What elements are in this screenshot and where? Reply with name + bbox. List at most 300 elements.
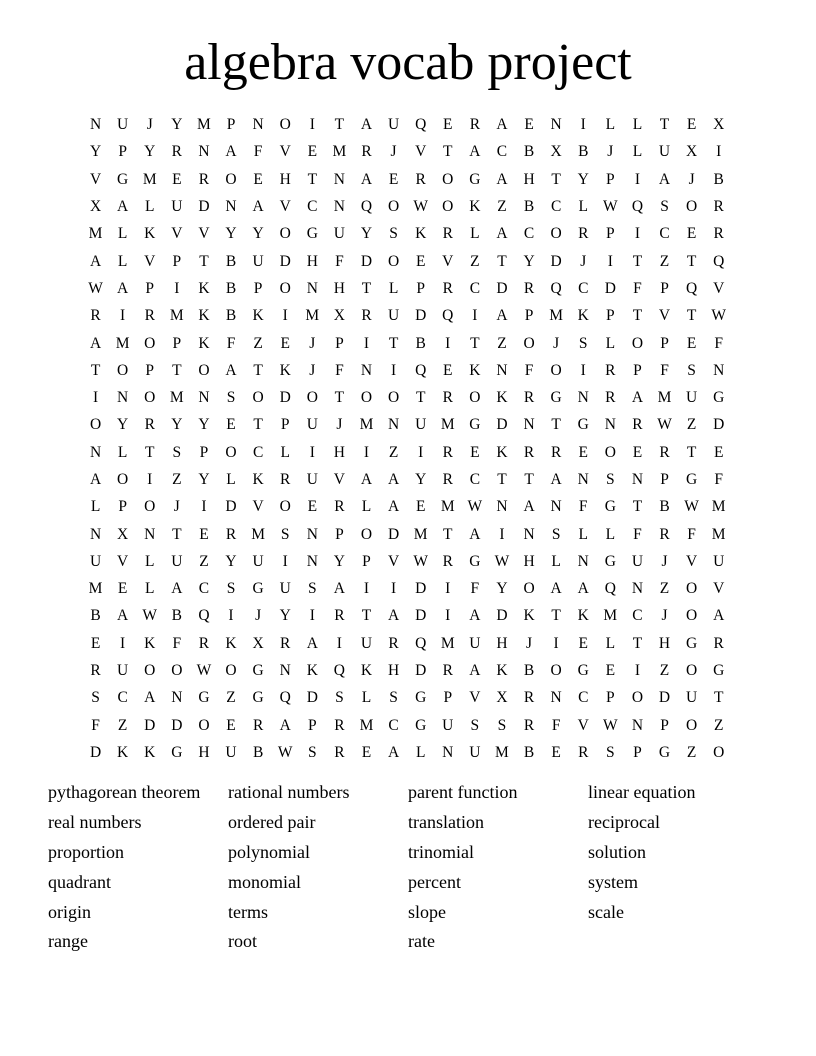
grid-letter: M (332, 143, 347, 161)
grid-letter: Q (279, 689, 291, 707)
grid-letter: U (252, 552, 264, 570)
grid-letter: R (171, 143, 182, 161)
grid-letter: O (306, 389, 318, 407)
grid-letter: Y (279, 607, 291, 625)
grid-letter: W (603, 198, 618, 216)
grid-letter: D (496, 416, 508, 434)
grid-letter: G (198, 689, 210, 707)
grid-letter: P (660, 471, 669, 488)
grid-letter: J (580, 252, 587, 270)
grid-letter: N (89, 116, 102, 134)
grid-letter: S (497, 716, 507, 734)
grid-letter: N (144, 525, 156, 543)
grid-letter: D (415, 662, 427, 680)
grid-letter: T (524, 471, 534, 488)
grid-letter: J (607, 143, 614, 161)
grid-letter: R (334, 716, 345, 734)
grid-letter: R (280, 471, 291, 488)
grid-letter: T (632, 307, 643, 325)
grid-letter: O (117, 471, 129, 488)
word-bank-item: quadrant (48, 871, 111, 892)
grid-letter: P (172, 252, 182, 270)
grid-letter: K (279, 361, 291, 379)
grid-letter: A (117, 607, 129, 625)
grid-letter: U (415, 416, 427, 434)
grid-letter: M (115, 334, 130, 352)
grid-letter: K (144, 225, 156, 243)
grid-letter: A (469, 607, 481, 625)
grid-letter: E (686, 116, 697, 134)
grid-row (82, 520, 732, 547)
grid-letter: A (306, 634, 318, 652)
word-bank-row (48, 778, 788, 808)
grid-letter: T (686, 252, 697, 270)
grid-letter: K (198, 307, 210, 325)
grid-letter: O (631, 334, 644, 352)
grid-letter: I (580, 116, 586, 134)
grid-letter: I (228, 607, 234, 625)
grid-letter: L (578, 198, 588, 216)
word-search-grid (82, 111, 732, 766)
grid-letter: F (633, 279, 642, 297)
grid-letter: C (659, 225, 670, 243)
grid-letter: D (306, 689, 318, 707)
grid-row (82, 220, 732, 247)
grid-letter: V (333, 471, 345, 488)
grid-letter: E (388, 170, 399, 188)
grid-letter: A (496, 116, 508, 134)
grid-letter: K (306, 662, 318, 680)
grid-letter: H (279, 170, 291, 188)
grid-letter: I (445, 334, 451, 352)
grid-row (82, 111, 732, 138)
grid-letter: F (714, 471, 724, 488)
grid-letter: D (225, 498, 237, 516)
grid-letter: Z (172, 471, 182, 488)
grid-letter: M (251, 525, 265, 543)
grid-letter: B (171, 607, 182, 625)
grid-letter: M (711, 525, 726, 543)
word-bank-item: slope (408, 901, 446, 922)
grid-letter: I (634, 662, 640, 680)
grid-letter: O (144, 389, 156, 407)
grid-letter: O (279, 116, 291, 134)
grid-letter: U (387, 116, 400, 134)
grid-letter: Y (171, 416, 183, 434)
grid-letter: O (442, 170, 454, 188)
grid-letter: F (578, 498, 588, 516)
grid-letter: O (469, 389, 481, 407)
grid-letter: Q (415, 634, 427, 652)
grid-letter: R (469, 116, 481, 134)
word-bank-item: scale (588, 901, 624, 922)
grid-letter: N (198, 143, 210, 161)
grid-letter: A (117, 198, 129, 216)
grid-letter: F (551, 716, 561, 734)
grid-letter: G (252, 662, 264, 680)
grid-letter: D (496, 279, 508, 297)
grid-letter: W (684, 498, 699, 516)
grid-letter: L (90, 498, 101, 516)
grid-letter: C (198, 580, 210, 598)
grid-letter: T (361, 279, 372, 297)
grid-letter: K (252, 471, 264, 488)
grid-letter: A (577, 580, 589, 598)
grid-letter: B (225, 279, 237, 297)
grid-letter: R (280, 634, 291, 652)
grid-letter: E (117, 580, 128, 598)
grid-letter: I (418, 443, 424, 461)
grid-letter: G (604, 552, 616, 570)
grid-letter: U (360, 634, 373, 652)
grid-letter: T (443, 525, 453, 543)
grid-letter: Z (713, 716, 724, 734)
grid-letter: F (226, 334, 236, 352)
grid-letter: Y (144, 143, 156, 161)
grid-letter: Q (604, 580, 616, 598)
grid-letter: G (252, 580, 264, 598)
grid-letter: N (713, 361, 725, 379)
grid-letter: A (496, 225, 508, 243)
grid-row (82, 548, 732, 575)
grid-letter: O (252, 389, 264, 407)
grid-letter: C (388, 716, 399, 734)
grid-letter: R (225, 525, 237, 543)
grid-letter: U (171, 552, 183, 570)
grid-letter: G (415, 716, 427, 734)
grid-letter: H (306, 252, 318, 270)
grid-letter: X (550, 143, 562, 161)
grid-letter: R (578, 225, 589, 243)
grid-letter: E (90, 634, 101, 652)
word-bank-item: solution (588, 841, 647, 862)
grid-letter: O (279, 279, 291, 297)
grid-letter: T (415, 389, 426, 407)
grid-letter: G (550, 389, 562, 407)
grid-letter: T (172, 525, 182, 543)
grid-letter: Z (253, 334, 263, 352)
grid-letter: Y (198, 471, 210, 488)
grid-letter: T (686, 307, 697, 325)
grid-letter: L (117, 443, 128, 461)
grid-letter: I (309, 443, 315, 461)
grid-letter: X (117, 525, 129, 543)
grid-letter: P (606, 307, 615, 325)
grid-letter: P (362, 552, 371, 570)
grid-letter: U (686, 689, 698, 707)
grid-letter: R (415, 170, 426, 188)
grid-row (82, 493, 732, 520)
grid-letter: E (686, 334, 697, 352)
grid-letter: J (309, 361, 316, 379)
grid-letter: D (279, 252, 291, 270)
grid-row (82, 384, 732, 411)
grid-letter: A (89, 471, 102, 488)
grid-letter: U (279, 580, 291, 598)
grid-letter: K (523, 607, 535, 625)
word-bank-item: root (228, 931, 257, 952)
grid-letter: K (469, 198, 481, 216)
grid-letter: W (711, 307, 727, 325)
grid-letter: N (306, 525, 318, 543)
grid-letter: A (469, 662, 481, 680)
grid-letter: R (442, 662, 453, 680)
grid-letter: A (387, 607, 400, 625)
grid-letter: N (550, 116, 562, 134)
grid-letter: O (387, 252, 400, 270)
grid-letter: L (605, 525, 616, 543)
word-bank-item: percent (408, 871, 461, 892)
grid-letter: O (686, 716, 698, 734)
grid-letter: R (388, 634, 399, 652)
grid-letter: O (279, 498, 291, 516)
grid-letter: W (142, 607, 158, 625)
grid-letter: U (658, 143, 671, 161)
grid-letter: V (198, 225, 210, 243)
grid-letter: A (117, 279, 129, 297)
grid-letter: G (171, 743, 183, 761)
grid-letter: E (605, 662, 616, 680)
grid-letter: D (198, 198, 210, 216)
grid-letter: M (603, 607, 618, 625)
grid-letter: D (171, 716, 183, 734)
grid-letter: O (144, 334, 156, 352)
grid-letter: I (716, 143, 722, 161)
grid-letter: F (172, 634, 182, 652)
grid-letter: L (145, 580, 155, 598)
grid-letter: V (252, 498, 264, 516)
grid-letter: O (631, 689, 644, 707)
grid-letter: E (307, 143, 318, 161)
grid-letter: V (686, 552, 698, 570)
grid-letter: B (578, 143, 589, 161)
grid-letter: Z (659, 252, 670, 270)
grid-letter: L (632, 116, 643, 134)
grid-letter: P (253, 279, 263, 297)
grid-letter: R (605, 389, 616, 407)
grid-letter: I (634, 225, 640, 243)
grid-letter: I (201, 498, 207, 516)
grid-row (82, 329, 732, 356)
grid-letter: O (144, 662, 156, 680)
grid-letter: J (336, 416, 343, 434)
grid-letter: A (469, 525, 481, 543)
grid-letter: D (279, 389, 291, 407)
grid-letter: B (659, 498, 670, 516)
grid-letter: L (117, 225, 128, 243)
grid-letter: N (306, 279, 318, 297)
grid-letter: O (225, 443, 237, 461)
grid-letter: C (578, 689, 589, 707)
grid-row (82, 357, 732, 384)
grid-letter: N (198, 389, 210, 407)
grid-letter: D (89, 743, 102, 761)
grid-letter: V (89, 170, 102, 188)
grid-letter: P (524, 307, 534, 325)
grid-letter: Z (497, 334, 507, 352)
word-bank-item: parent function (408, 782, 518, 803)
grid-letter: L (145, 552, 155, 570)
grid-letter: G (117, 170, 129, 188)
grid-letter: F (91, 716, 100, 734)
grid-letter: I (499, 525, 505, 543)
grid-letter: Z (388, 443, 399, 461)
grid-letter: I (147, 471, 153, 488)
grid-letter: W (657, 416, 672, 434)
grid-letter: E (199, 525, 209, 543)
grid-letter: X (89, 198, 102, 216)
grid-letter: P (660, 716, 669, 734)
grid-letter: U (713, 552, 725, 570)
grid-letter: N (577, 552, 589, 570)
grid-letter: B (225, 252, 237, 270)
grid-letter: J (173, 498, 180, 516)
grid-letter: O (686, 198, 698, 216)
grid-letter: N (387, 416, 400, 434)
grid-letter: M (88, 225, 103, 243)
grid-letter: P (606, 225, 615, 243)
grid-letter: W (88, 279, 103, 297)
grid-letter: R (523, 443, 535, 461)
grid-letter: B (415, 334, 426, 352)
grid-letter: I (309, 607, 315, 625)
grid-letter: G (577, 416, 589, 434)
grid-letter: M (88, 580, 103, 598)
grid-letter: O (279, 225, 291, 243)
grid-letter: C (469, 279, 481, 297)
grid-letter: J (146, 116, 153, 134)
grid-letter: M (359, 416, 374, 434)
grid-letter: U (469, 743, 481, 761)
grid-letter: T (632, 252, 643, 270)
grid-letter: E (361, 743, 372, 761)
grid-row (82, 575, 732, 602)
grid-letter: J (661, 607, 668, 625)
grid-letter: L (361, 498, 372, 516)
grid-letter: S (389, 689, 398, 707)
grid-letter: I (363, 580, 370, 598)
word-bank-item: translation (408, 812, 484, 833)
grid-letter: Q (198, 607, 210, 625)
grid-letter: U (686, 389, 698, 407)
grid-letter: K (198, 279, 210, 297)
grid-letter: A (523, 498, 535, 516)
grid-letter: R (713, 634, 724, 652)
grid-letter: Z (117, 716, 128, 734)
grid-letter: Z (686, 743, 697, 761)
grid-letter: K (496, 443, 508, 461)
grid-letter: W (413, 198, 428, 216)
grid-letter: B (225, 307, 237, 325)
grid-letter: U (442, 716, 454, 734)
word-bank-item: polynomial (228, 841, 310, 862)
grid-letter: X (333, 307, 345, 325)
grid-letter: O (604, 443, 616, 461)
grid-letter: N (496, 361, 508, 379)
grid-letter: Z (226, 689, 236, 707)
grid-letter: Q (442, 307, 454, 325)
grid-letter: R (90, 662, 101, 680)
word-bank-item: trinomial (408, 841, 474, 862)
grid-letter: N (604, 416, 616, 434)
grid-letter: R (144, 416, 155, 434)
grid-letter: U (387, 307, 400, 325)
grid-letter: J (688, 170, 695, 188)
grid-letter: C (469, 471, 481, 488)
grid-letter: E (443, 361, 453, 379)
grid-letter: R (361, 143, 372, 161)
grid-letter: A (496, 307, 508, 325)
grid-letter: S (660, 198, 669, 216)
grid-letter: J (255, 607, 262, 625)
grid-letter: O (225, 662, 237, 680)
grid-letter: J (390, 143, 397, 161)
grid-letter: C (632, 607, 643, 625)
grid-letter: Y (333, 552, 345, 570)
grid-letter: O (360, 389, 373, 407)
grid-letter: C (117, 689, 128, 707)
grid-letter: F (714, 334, 724, 352)
grid-letter: B (713, 170, 724, 188)
grid-letter: R (659, 525, 670, 543)
grid-letter: T (551, 607, 561, 625)
grid-letter: B (523, 143, 535, 161)
grid-letter: P (335, 525, 344, 543)
grid-letter: S (551, 525, 561, 543)
grid-letter: T (551, 416, 561, 434)
grid-letter: O (171, 662, 183, 680)
grid-letter: E (415, 252, 426, 270)
word-bank-item: range (48, 931, 88, 952)
grid-letter: V (144, 252, 156, 270)
grid-letter: F (253, 143, 263, 161)
grid-letter: N (252, 116, 264, 134)
grid-letter: T (443, 143, 453, 161)
grid-letter: K (198, 334, 210, 352)
grid-letter: E (172, 170, 182, 188)
grid-letter: A (360, 170, 373, 188)
grid-letter: S (606, 743, 615, 761)
grid-row (82, 138, 732, 165)
grid-letter: R (523, 716, 535, 734)
grid-letter: U (171, 198, 183, 216)
grid-letter: M (495, 743, 509, 761)
grid-letter: O (360, 525, 373, 543)
grid-letter: R (442, 552, 453, 570)
grid-letter: R (144, 307, 155, 325)
grid-letter: A (550, 580, 562, 598)
grid-letter: T (470, 334, 480, 352)
grid-letter: N (333, 170, 345, 188)
grid-letter: T (659, 116, 670, 134)
grid-letter: I (120, 307, 126, 325)
grid-letter: V (577, 716, 589, 734)
grid-letter: L (388, 279, 399, 297)
grid-letter: R (713, 198, 724, 216)
grid-letter: M (440, 416, 455, 434)
grid-letter: D (415, 307, 427, 325)
grid-letter: I (553, 634, 559, 652)
grid-letter: M (711, 498, 726, 516)
grid-letter: P (280, 416, 290, 434)
grid-letter: L (145, 198, 155, 216)
grid-letter: W (494, 552, 510, 570)
grid-letter: T (551, 170, 561, 188)
grid-row (82, 302, 732, 329)
grid-letter: K (117, 743, 129, 761)
grid-letter: L (605, 334, 616, 352)
grid-letter: R (442, 443, 453, 461)
